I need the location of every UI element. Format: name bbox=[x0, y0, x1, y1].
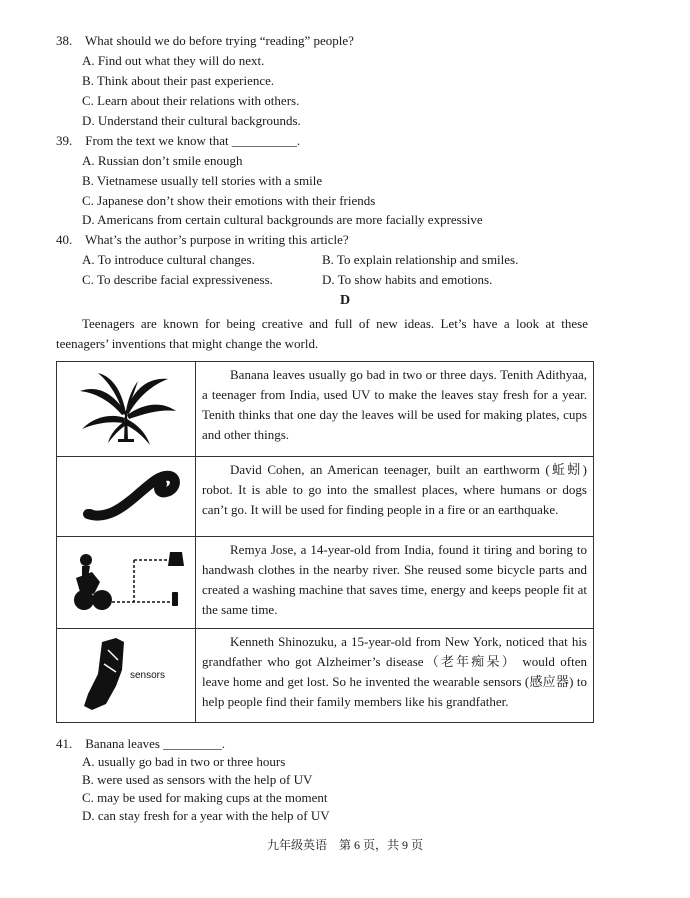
question-number: 40. bbox=[56, 232, 73, 247]
invention-description: Remya Jose, a 14-year-old from India, found it tiring and boring to handwash clothes in the nearby river. She reused some bicycle parts and created a washing machine that saves time, energy and keeps people fit at the same time. bbox=[196, 537, 594, 629]
table-row bbox=[57, 537, 594, 629]
option-c: C. Japanese don’t show their emotions with their friends bbox=[82, 193, 376, 208]
option-a: A. Russian don’t smile enough bbox=[82, 153, 243, 168]
question-38 bbox=[56, 33, 354, 49]
option-a: A. Find out what they will do next. bbox=[82, 53, 265, 68]
section-heading: D bbox=[339, 293, 351, 308]
earthworm-robot-icon bbox=[57, 457, 196, 537]
option-c: C. may be used for making cups at the moment bbox=[82, 790, 328, 805]
option-b: B. Vietnamese usually tell stories with a smile bbox=[82, 173, 323, 188]
table-row bbox=[57, 629, 594, 723]
question-stem: What’s the author’s purpose in writing this article? bbox=[85, 232, 349, 247]
washing-machine-icon bbox=[57, 537, 196, 629]
question-number: 38. bbox=[56, 33, 73, 48]
question-41 bbox=[56, 736, 225, 752]
question-39 bbox=[56, 133, 300, 149]
option-d: D. Americans from certain cultural backgrounds are more facially expressive bbox=[82, 212, 483, 227]
sensor-shoe-icon bbox=[57, 629, 196, 723]
question-number: 39. bbox=[56, 133, 73, 148]
sensor-label: sensors bbox=[130, 670, 166, 681]
banana-plant-icon bbox=[57, 362, 196, 457]
option-a: A. To introduce cultural changes. bbox=[82, 252, 255, 267]
question-stem: What should we do before trying “reading” people? bbox=[85, 33, 354, 48]
inventions-table bbox=[56, 361, 594, 723]
intro-paragraph: Teenagers are known for being creative and full of new ideas. Let’s have a look at these teenagers’ inventions that might change the world. bbox=[56, 316, 588, 351]
page-footer: 九年级英语 第 6 页，共 9 页 bbox=[266, 838, 423, 852]
question-40 bbox=[56, 232, 349, 248]
option-d: D. To show habits and emotions. bbox=[322, 272, 493, 287]
invention-description: David Cohen, an American teenager, built an earthworm (蚯蚓) robot. It is able to go into the smallest places, where humans or dogs can’t go. It will be used for finding people in a fire or an earthquake. bbox=[196, 457, 594, 537]
option-b: B. To explain relationship and smiles. bbox=[322, 252, 519, 267]
question-stem: From the text we know that __________. bbox=[85, 133, 301, 148]
invention-description: Kenneth Shinozuku, a 15-year-old from New York, noticed that his grandfather who got Alzheimer’s disease（老年痴呆） would often leave home and get lost. So he invented the wearable sensors (感应器) to help people find their family members like his grandfather. bbox=[196, 629, 594, 723]
option-c: C. To describe facial expressiveness. bbox=[82, 272, 273, 287]
invention-description: Banana leaves usually go bad in two or three days. Tenith Adithyaa, a teenager from India, used UV to make the leaves stay fresh for a year. Tenith thinks that one day the leaves will be used for making plates, cups and other things. bbox=[196, 362, 594, 457]
option-b: B. were used as sensors with the help of UV bbox=[82, 772, 313, 787]
question-number: 41. bbox=[56, 736, 73, 751]
option-d: D. can stay fresh for a year with the help of UV bbox=[82, 808, 330, 823]
question-stem: Banana leaves _________. bbox=[85, 736, 225, 751]
option-a: A. usually go bad in two or three hours bbox=[82, 754, 286, 769]
option-d: D. Understand their cultural backgrounds. bbox=[82, 113, 301, 128]
table-row bbox=[57, 457, 594, 537]
table-row bbox=[57, 362, 594, 457]
option-c: C. Learn about their relations with others. bbox=[82, 93, 300, 108]
option-b: B. Think about their past experience. bbox=[82, 73, 275, 88]
